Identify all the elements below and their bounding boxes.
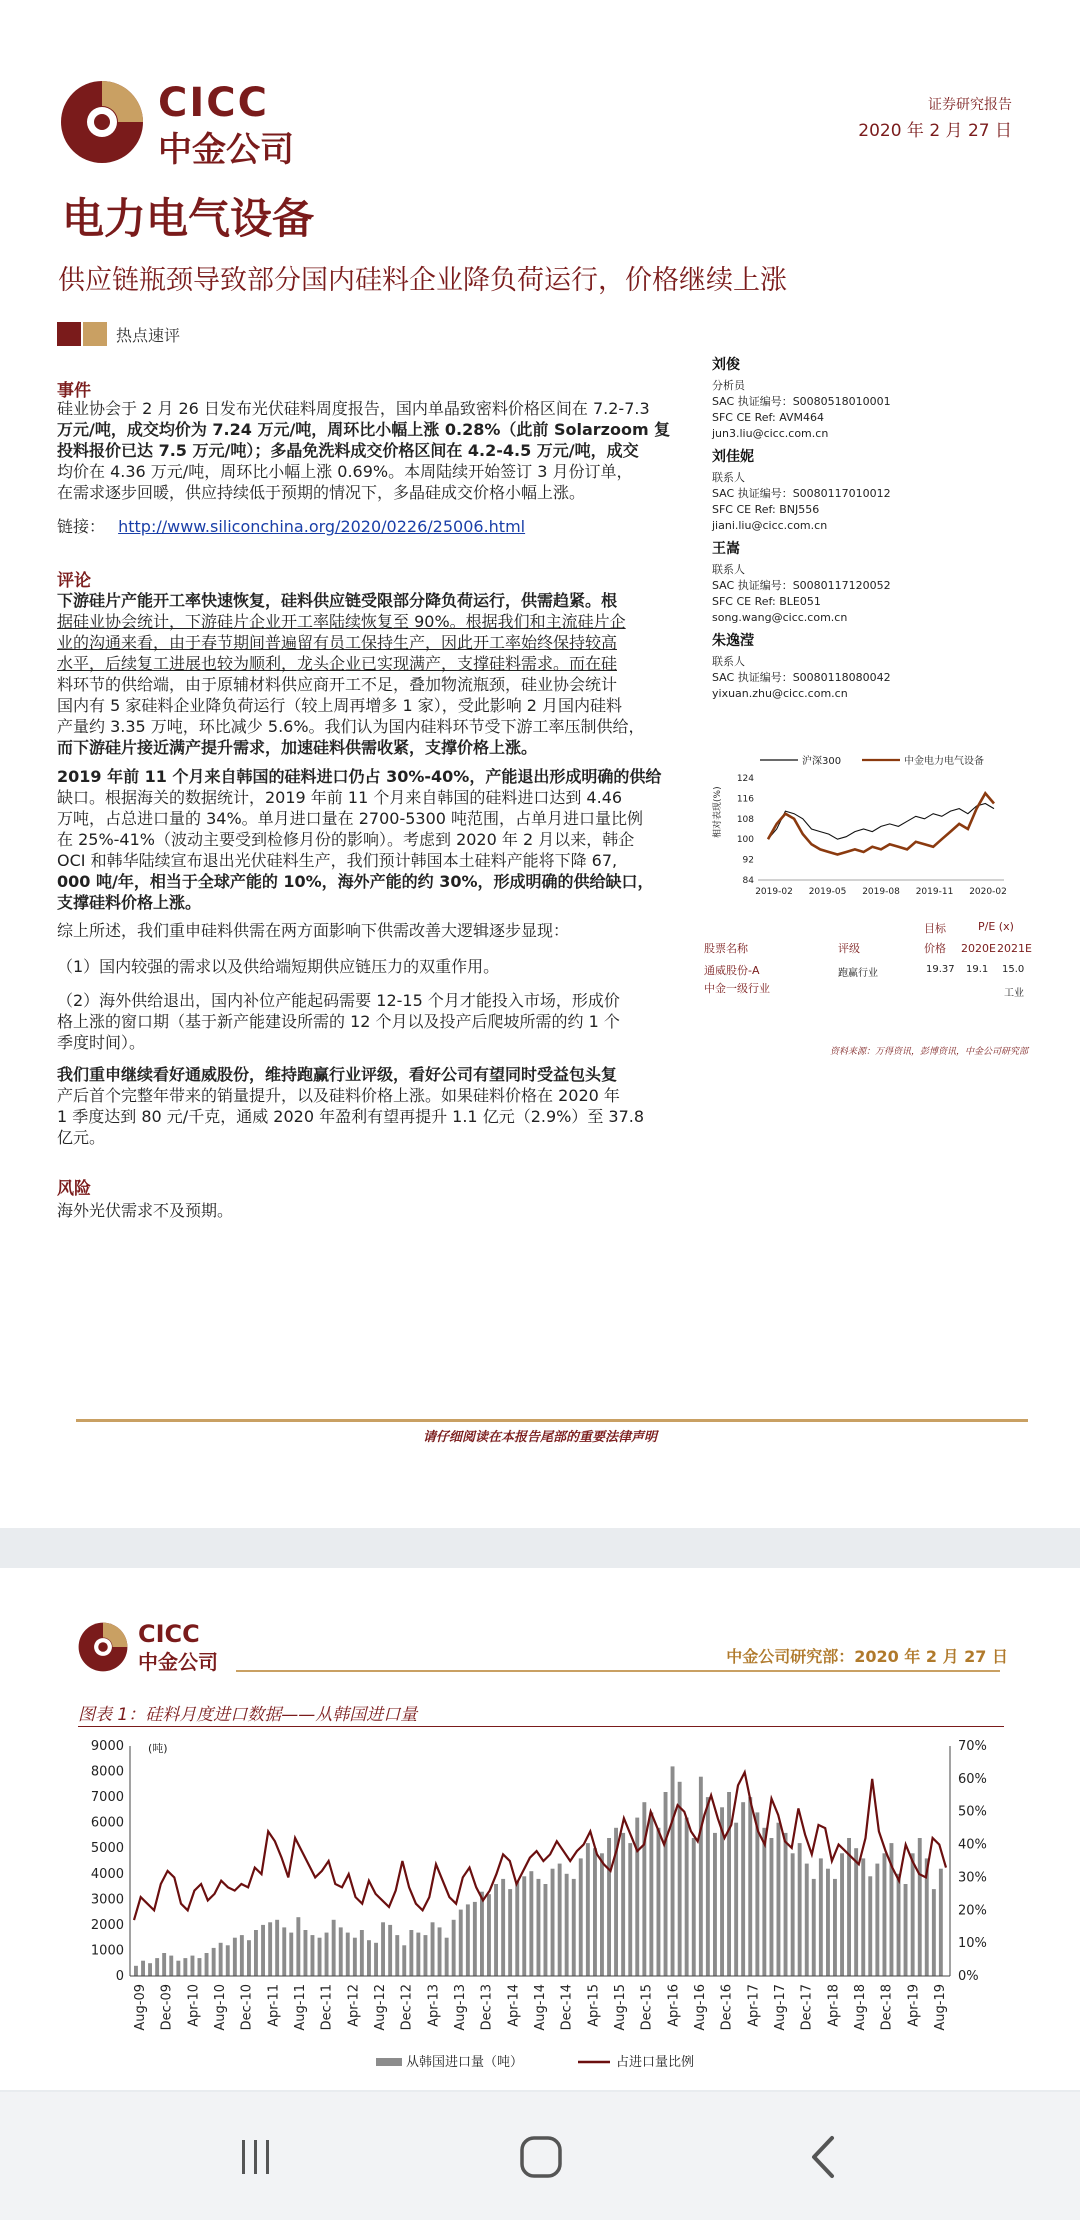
cicc-logo-small <box>78 1620 238 1676</box>
korea-import-chart <box>70 1732 1010 2072</box>
comment-line: 产量约 3.35 万吨，环比减少 5.6%。我们认为国内硅料环节受下游工率压制供给， <box>57 717 645 736</box>
table-row-name[interactable]: 通威股份-A <box>704 964 760 977</box>
mini-ytick: 124 <box>736 774 754 784</box>
import-bar <box>692 1838 696 1976</box>
mini-ytick: 108 <box>736 814 754 825</box>
analyst-email[interactable]: jiani.liu@cicc.com.cn <box>712 519 828 532</box>
import-bar <box>212 1948 216 1976</box>
analyst-name: 王嵩 <box>712 541 740 557</box>
tag-label: 热点速评 <box>116 326 181 345</box>
report-type: 证券研究报告 <box>928 97 1012 113</box>
import-bar <box>939 1869 943 1976</box>
import-bar <box>438 1927 442 1976</box>
import-bar <box>713 1833 717 1976</box>
xtick: Aug-14 <box>533 1984 548 2031</box>
import-bar <box>445 1938 449 1976</box>
point-line: 格上涨的窗口期（基于新产能建设所需的 12 个月以及投产后爬坡所需的约 1 个 <box>57 1012 620 1031</box>
mini-xtick: 2020-02 <box>969 887 1007 897</box>
import-bar <box>868 1876 872 1976</box>
legend-bar-swatch <box>376 2058 402 2066</box>
import-bar <box>798 1843 802 1976</box>
import-bar <box>424 1935 428 1976</box>
xtick: Apr-17 <box>746 1984 762 2027</box>
comment-line: 万吨，占总进口量的 34%。单月进口量在 2700-5300 吨范围，占单月进口量比例 <box>57 809 644 828</box>
import-bar <box>572 1879 576 1976</box>
import-bar <box>360 1930 364 1976</box>
figure-title-rule <box>78 1726 1004 1727</box>
import-bar <box>191 1956 195 1976</box>
import-bar <box>762 1828 766 1976</box>
event-line: 在需求逐步回暖，供应持续低于预期的情况下，多晶硅成交价格小幅上涨。 <box>57 483 586 502</box>
analyst-role: 联系人 <box>712 655 745 668</box>
xtick: Apr-10 <box>186 1984 202 2027</box>
import-bar <box>784 1833 788 1976</box>
xtick: Dec-11 <box>319 1984 335 2031</box>
link-label: 链接： <box>57 517 106 536</box>
ytick-right: 20% <box>958 1903 987 1919</box>
import-bar <box>402 1945 406 1976</box>
comment-p1 <box>57 590 687 758</box>
xtick: Apr-13 <box>426 1984 442 2027</box>
analyst-ce: SFC CE Ref: AVM464 <box>712 411 825 424</box>
xtick: Aug-19 <box>933 1984 948 2031</box>
import-bar <box>642 1802 646 1976</box>
import-bar <box>346 1933 350 1976</box>
xtick: Apr-16 <box>666 1984 682 2027</box>
import-bar <box>254 1930 258 1976</box>
analyst-sac: SAC 执证编号：S0080117010012 <box>712 487 891 500</box>
table-row-pe2021: 15.0 <box>1002 964 1025 975</box>
import-bar <box>897 1874 901 1976</box>
import-bar <box>671 1766 675 1976</box>
import-bar <box>487 1894 491 1976</box>
import-bar <box>198 1958 202 1976</box>
ytick-left: 1000 <box>90 1943 124 1959</box>
import-bar <box>819 1858 823 1976</box>
ytick-right: 30% <box>958 1870 987 1886</box>
import-bar <box>883 1853 887 1976</box>
point-line: （2）海外供给退出，国内补位产能起码需要 12-15 个月才能投入市场，形成价 <box>57 991 620 1010</box>
comment-title: 评论 <box>57 571 91 591</box>
import-bar <box>586 1843 590 1976</box>
import-bar <box>685 1818 689 1976</box>
import-bar <box>318 1938 322 1976</box>
import-bar <box>304 1930 308 1976</box>
event-title: 事件 <box>57 381 91 401</box>
comment-line: 下游硅片产能开工率快速恢复，硅料供应链受限部分降负荷运行，供需趋紧。根 <box>57 591 618 610</box>
ytick-right: 50% <box>958 1804 987 1820</box>
recommendation <box>57 1064 687 1148</box>
import-bar <box>459 1910 463 1976</box>
import-bar <box>515 1881 519 1976</box>
analyst-ce: SFC CE Ref: BLE051 <box>712 595 821 608</box>
tag-marker-gold <box>83 322 107 346</box>
analyst-email[interactable]: yixuan.zhu@cicc.com.cn <box>712 687 848 700</box>
import-bar <box>494 1884 498 1976</box>
event-line: 万元/吨，成交均价为 7.24 万元/吨，周环比小幅上涨 0.28%（此前 Solarzoom 复 <box>57 420 671 439</box>
import-bar <box>353 1938 357 1976</box>
table-header-2021e: 2021E <box>997 942 1032 955</box>
import-bar <box>537 1879 541 1976</box>
table-header-rating: 评级 <box>838 942 860 955</box>
import-bar <box>226 1945 230 1976</box>
import-bar <box>282 1927 286 1976</box>
import-bar <box>565 1874 569 1976</box>
analyst-role: 联系人 <box>712 563 745 576</box>
import-bar <box>854 1848 858 1976</box>
comment-line: 业的沟通来看，由于春节期间普遍留有员工保持生产，因此开工率始终保持较高 <box>57 633 618 652</box>
import-bar <box>741 1802 745 1976</box>
footer-disclaimer: 请仔细阅读在本报告尾部的重要法律声明 <box>422 1430 657 1445</box>
risk-text: 海外光伏需求不及预期。 <box>57 1201 234 1220</box>
import-bar <box>635 1818 639 1976</box>
import-bar <box>734 1823 738 1976</box>
back-icon <box>800 2130 850 2184</box>
import-bar <box>607 1838 611 1976</box>
xtick: Aug-10 <box>213 1984 228 2031</box>
page2-header-rule <box>236 1670 1000 1672</box>
legend-hs300: 沪深300 <box>802 756 842 767</box>
analyst-column <box>712 354 1012 710</box>
import-bar <box>219 1943 223 1976</box>
xtick: Aug-11 <box>293 1984 308 2031</box>
mini-xtick: 2019-08 <box>862 887 900 897</box>
analyst-sac: SAC 执证编号：S0080117120052 <box>712 579 891 592</box>
legend-cicc: 中金电力电气设备 <box>904 756 984 767</box>
import-bar <box>706 1797 710 1976</box>
xtick: Apr-14 <box>506 1984 522 2027</box>
import-bar <box>649 1812 653 1976</box>
xtick: Apr-18 <box>826 1984 842 2027</box>
relative-performance-chart <box>712 748 1012 908</box>
legend-line: 占进口量比例 <box>616 2055 695 2070</box>
import-bar <box>155 1958 159 1976</box>
import-bar <box>593 1848 597 1976</box>
mini-series-line <box>768 793 994 854</box>
ytick-left: 6000 <box>90 1815 124 1831</box>
recommend-line: 亿元。 <box>57 1128 106 1147</box>
table-row-pe2020: 19.1 <box>966 964 989 975</box>
import-bar <box>840 1853 844 1976</box>
import-bar <box>261 1925 265 1976</box>
import-bar <box>240 1935 244 1976</box>
analyst-sac: SAC 执证编号：S0080118080042 <box>712 671 891 684</box>
import-bar <box>600 1853 604 1976</box>
import-bar <box>664 1792 668 1976</box>
import-bar <box>176 1961 180 1976</box>
xtick: Dec-14 <box>559 1984 575 2031</box>
import-bar <box>875 1864 879 1976</box>
analyst-name: 朱逸滢 <box>712 633 754 649</box>
import-bar <box>473 1902 477 1976</box>
ytick-right: 40% <box>958 1837 987 1853</box>
analyst-card <box>712 354 1012 446</box>
analyst-name: 刘佳妮 <box>712 449 754 465</box>
xtick: Dec-17 <box>799 1984 815 2031</box>
import-bar <box>727 1792 731 1976</box>
recents-button[interactable] <box>230 2132 280 2182</box>
analyst-email[interactable]: jun3.liu@cicc.com.cn <box>712 427 829 440</box>
import-bar <box>861 1858 865 1976</box>
cicc-logo <box>60 78 310 168</box>
mini-ytick: 92 <box>742 855 754 866</box>
analyst-ce: SFC CE Ref: BNJ556 <box>712 503 820 516</box>
import-bar <box>501 1879 505 1976</box>
import-bar <box>551 1869 555 1976</box>
import-bar <box>141 1961 145 1976</box>
import-bar <box>755 1812 759 1976</box>
event-body <box>57 398 687 503</box>
import-bar <box>508 1889 512 1976</box>
comment-line: OCI 和韩华陆续宣布退出光伏硅料生产，我们预计韩国本土硅料产能将下降 67, <box>57 851 618 870</box>
import-bar <box>805 1864 809 1976</box>
home-button[interactable] <box>514 2130 568 2184</box>
comment-line: 000 吨/年，相当于全球产能的 10%，海外产能的约 30%，形成明确的供给缺口， <box>57 872 654 891</box>
cicc-logo-small-icon <box>78 1622 128 1672</box>
comment-line: 支撑硅料价格上涨。 <box>57 893 202 912</box>
import-bar <box>409 1930 413 1976</box>
mini-xtick: 2019-05 <box>808 887 847 897</box>
comment-line: 水平，后续复工进展也较为顺利，龙头企业已实现满产，支撑硅料需求。而在硅 <box>57 654 618 673</box>
import-bar <box>332 1920 336 1976</box>
import-bar <box>367 1940 371 1976</box>
xtick: Aug-16 <box>693 1984 708 2031</box>
table-header-name: 股票名称 <box>704 942 748 955</box>
comment-line: 2019 年前 11 个月来自韩国的硅料进口仍占 30%-40%，产能退出形成明确的供给 <box>57 767 662 786</box>
import-bar <box>374 1943 378 1976</box>
table-header-target: 目标 <box>924 922 946 935</box>
table-header-pe: P/E (x) <box>978 920 1014 933</box>
comment-line: 缺口。根据海关的数据统计，2019 年前 11 个月来自韩国的硅料进口达到 4.46 <box>57 788 623 807</box>
ytick-left: 8000 <box>90 1764 124 1780</box>
headline: 供应链瓶颈导致部分国内硅料企业降负荷运行，价格继续上涨 <box>58 265 787 296</box>
import-bar <box>289 1933 293 1976</box>
summary-line: 综上所述，我们重申硅料供需在两方面影响下供需改善大逻辑逐步显现： <box>57 921 570 940</box>
import-bar <box>134 1966 138 1976</box>
import-bar <box>791 1853 795 1976</box>
import-bar <box>748 1797 752 1976</box>
xtick: Aug-18 <box>853 1984 868 2031</box>
ytick-left: 4000 <box>90 1866 124 1882</box>
import-bar <box>480 1892 484 1976</box>
import-bar <box>628 1843 632 1976</box>
analyst-card <box>712 630 1012 710</box>
import-bar <box>678 1782 682 1976</box>
xtick: Aug-13 <box>453 1984 468 2031</box>
ytick-left: 2000 <box>90 1917 124 1933</box>
analyst-sac: SAC 执证编号：S0080518010001 <box>712 395 891 408</box>
import-bar <box>183 1958 187 1976</box>
import-bar <box>431 1922 435 1976</box>
recommend-line: 产后首个完整年带来的销量提升，以及硅料价格上涨。如果硅料价格在 2020 年 <box>57 1086 620 1105</box>
xtick: Apr-15 <box>586 1984 602 2027</box>
analyst-email[interactable]: song.wang@cicc.com.cn <box>712 611 848 624</box>
report-page-2 <box>0 1568 1080 2090</box>
ytick-right: 70% <box>958 1739 987 1754</box>
xtick: Dec-15 <box>639 1984 655 2031</box>
import-bar <box>777 1823 781 1976</box>
import-bar <box>311 1935 315 1976</box>
xtick: Dec-10 <box>239 1984 255 2031</box>
report-date: 2020 年 2 月 27 日 <box>858 121 1012 141</box>
comment-p2 <box>57 766 687 913</box>
point-2 <box>57 990 687 1053</box>
mini-xtick: 2019-11 <box>915 887 954 897</box>
legend-bars: 从韩国进口量（吨） <box>406 2055 524 2070</box>
source-link[interactable]: http://www.siliconchina.org/2020/0226/25006.html <box>118 517 526 536</box>
tag-marker <box>57 322 81 346</box>
import-bar <box>579 1858 583 1976</box>
mini-ytick: 100 <box>736 835 754 846</box>
import-bar <box>558 1864 562 1976</box>
ytick-left: 7000 <box>90 1790 124 1806</box>
industry-title: 电力电气设备 <box>62 194 315 243</box>
import-bar <box>268 1922 272 1976</box>
event-line: 投料报价已达 7.5 万元/吨）；多晶免洗料成交价格区间在 4.2-4.5 万元/吨，成交 <box>57 441 639 460</box>
table-row2-value: 工业 <box>1004 988 1024 999</box>
import-bar <box>275 1920 279 1976</box>
import-bar <box>247 1940 251 1976</box>
table-row-target: 19.37 <box>926 964 955 975</box>
comment-line: 国内有 5 家硅料企业降负荷运行（较上周再增多 1 家），受此影响 2 月国内硅料 <box>57 696 623 715</box>
mini-ytick: 84 <box>742 876 754 886</box>
analyst-card <box>712 538 1012 630</box>
import-bar <box>932 1889 936 1976</box>
import-bar <box>770 1838 774 1976</box>
import-bar <box>522 1876 526 1976</box>
event-line: 硅业协会于 2 月 26 日发布光伏硅料周度报告，国内单晶致密料价格区间在 7.2-7.3 <box>57 399 650 418</box>
import-bar <box>325 1933 329 1976</box>
import-bar <box>466 1904 470 1976</box>
xtick: Dec-16 <box>719 1984 735 2031</box>
recommend-line: 1 季度达到 80 元/千克，通威 2020 年盈利有望再提升 1.1 亿元（2.9%）至 37.8 <box>57 1107 645 1126</box>
risk-title: 风险 <box>57 1179 91 1199</box>
comment-line: 在 25%-41%（波动主要受到检修月份的影响）。考虑到 2020 年 2 月以来，韩企 <box>57 830 635 849</box>
logo-small-cn: 中金公司 <box>138 1650 218 1674</box>
logo-small-en: CICC <box>138 1620 200 1648</box>
table-header-price: 价格 <box>924 942 946 955</box>
import-bar <box>544 1884 548 1976</box>
cicc-logo-icon <box>60 80 144 164</box>
import-bar <box>847 1838 851 1976</box>
home-icon <box>514 2130 568 2184</box>
recents-icon <box>230 2132 280 2182</box>
xtick: Apr-11 <box>266 1984 282 2027</box>
figure-title: 图表 1：硅料月度进口数据——从韩国进口量 <box>78 1705 418 1725</box>
import-bar <box>833 1879 837 1976</box>
import-bar <box>395 1935 399 1976</box>
comment-line: 料环节的供给端，由于原辅材料供应商开工不足，叠加物流瓶颈，硅业协会统计 <box>57 675 618 694</box>
import-bar <box>388 1925 392 1976</box>
import-bar <box>381 1922 385 1976</box>
point-line: 季度时间）。 <box>57 1033 146 1052</box>
comment-line: 据硅业协会统计，下游硅片企业开工率陆续恢复至 90%。根据我们和主流硅片企 <box>57 612 626 631</box>
import-bar <box>826 1869 830 1976</box>
import-bar <box>699 1777 703 1976</box>
xtick: Dec-12 <box>399 1984 415 2031</box>
ytick-left: 9000 <box>90 1739 124 1754</box>
system-navigation-bar <box>0 2092 1080 2220</box>
mini-ylabel: 相对表现(%) <box>713 786 723 838</box>
source-note: 资料来源：万得资讯，彭博资讯，中金公司研究部 <box>829 1047 1028 1057</box>
table-row-rating: 跑赢行业 <box>838 968 878 979</box>
import-bar <box>812 1879 816 1976</box>
import-bar <box>621 1833 625 1976</box>
import-bar <box>233 1938 237 1976</box>
import-bar <box>162 1953 166 1976</box>
import-bar <box>148 1963 152 1976</box>
import-bar <box>339 1927 343 1976</box>
ytick-left: 3000 <box>90 1892 124 1908</box>
ytick-left: 5000 <box>90 1841 124 1857</box>
analyst-role: 分析员 <box>712 379 745 392</box>
table-header-2020e: 2020E <box>961 942 996 955</box>
logo-text-cn: 中金公司 <box>158 130 294 170</box>
import-bar <box>904 1884 908 1976</box>
back-button[interactable] <box>800 2130 850 2184</box>
import-bar <box>918 1838 922 1976</box>
mini-xtick: 2019-02 <box>755 887 793 897</box>
xtick: Aug-15 <box>613 1984 628 2031</box>
recommend-line: 我们重申继续看好通威股份，维持跑赢行业评级，看好公司有望同时受益包头复 <box>57 1065 618 1084</box>
link-row <box>57 516 525 537</box>
xtick: Dec-09 <box>159 1984 175 2031</box>
page2-header-right: 中金公司研究部：2020 年 2 月 27 日 <box>726 1647 1008 1666</box>
footer-rule <box>76 1419 1028 1422</box>
import-bar <box>529 1871 533 1976</box>
analyst-role: 联系人 <box>712 471 745 484</box>
import-bar <box>205 1953 209 1976</box>
import-bar <box>452 1920 456 1976</box>
xtick: Aug-17 <box>773 1984 788 2031</box>
xtick: Apr-19 <box>906 1984 922 2027</box>
xtick: Dec-13 <box>479 1984 495 2031</box>
import-bar <box>296 1917 300 1976</box>
analyst-name: 刘俊 <box>712 357 740 373</box>
import-bar <box>657 1828 661 1976</box>
import-bar <box>416 1933 420 1976</box>
xtick: Aug-12 <box>373 1984 388 2031</box>
ytick-right: 0% <box>958 1969 979 1984</box>
chart-unit: (吨) <box>148 1742 168 1755</box>
logo-text-en: CICC <box>158 80 269 126</box>
import-bar <box>169 1956 173 1976</box>
ytick-left: 0 <box>115 1969 124 1984</box>
xtick: Aug-09 <box>133 1984 148 2031</box>
import-bar <box>911 1853 915 1976</box>
point-1: （1）国内较强的需求以及供给端短期供应链压力的双重作用。 <box>57 957 500 976</box>
comment-line: 而下游硅片接近满产提升需求，加速硅料供需收紧，支撑价格上涨。 <box>57 738 538 757</box>
ytick-right: 60% <box>958 1771 987 1787</box>
event-line: 均价在 4.36 万元/吨，周环比小幅上涨 0.69%。本周陆续开始签订 3 月份订单， <box>57 462 633 481</box>
table-row2-name: 中金一级行业 <box>704 982 770 995</box>
mini-ytick: 116 <box>736 794 754 805</box>
analyst-card <box>712 446 1012 538</box>
ytick-right: 10% <box>958 1936 987 1952</box>
xtick: Apr-12 <box>346 1984 362 2027</box>
xtick: Dec-18 <box>879 1984 895 2031</box>
